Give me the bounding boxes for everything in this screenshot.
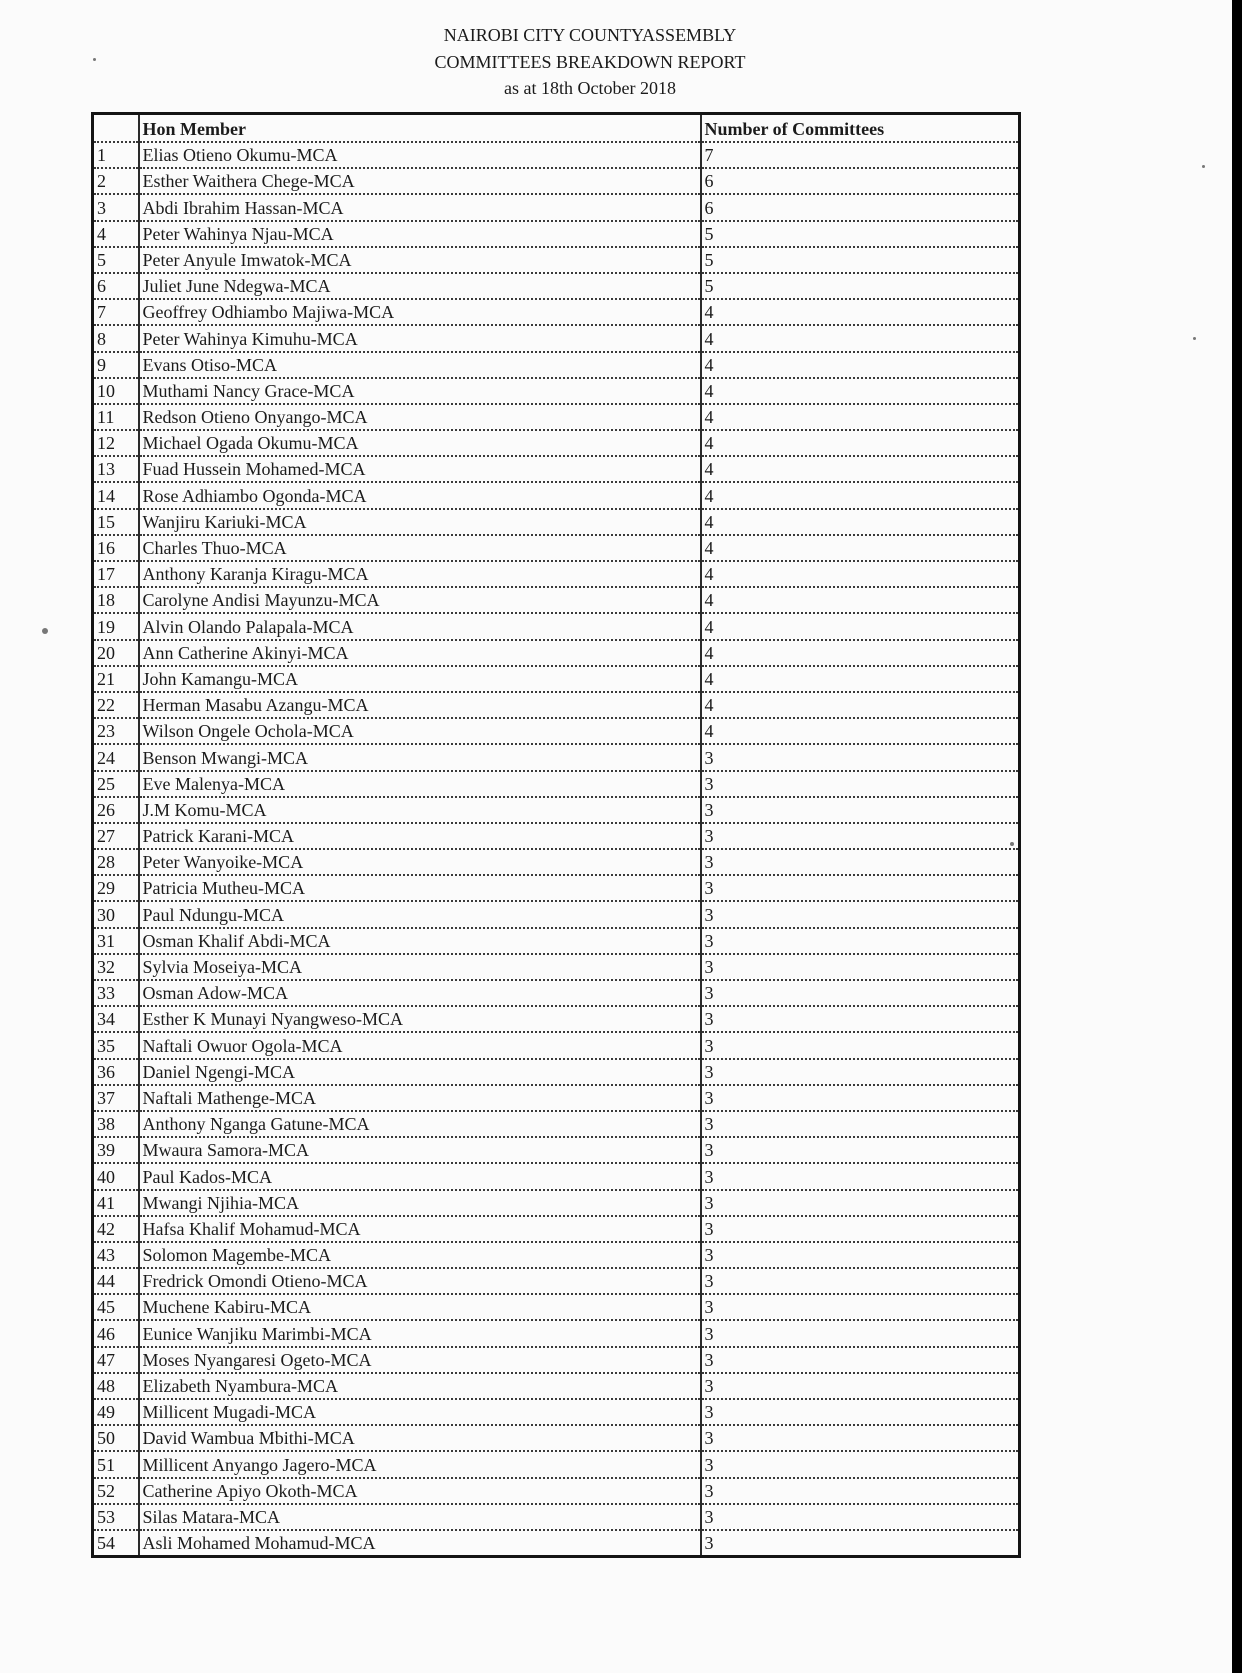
table-row bbox=[93, 875, 1020, 901]
committee-count: 4 bbox=[701, 718, 1020, 744]
row-number: 39 bbox=[93, 1137, 139, 1163]
row-number: 51 bbox=[93, 1451, 139, 1477]
committee-count: 3 bbox=[701, 1347, 1020, 1373]
row-number: 45 bbox=[93, 1294, 139, 1320]
row-number: 49 bbox=[93, 1399, 139, 1425]
member-name: Paul Ndungu-MCA bbox=[139, 901, 701, 927]
table-body bbox=[93, 142, 1020, 1557]
row-number: 26 bbox=[93, 797, 139, 823]
member-name: Naftali Owuor Ogola-MCA bbox=[139, 1032, 701, 1058]
assembly-title: NAIROBI CITY COUNTYASSEMBLY bbox=[443, 25, 737, 45]
table-row bbox=[93, 1320, 1020, 1346]
committee-count: 4 bbox=[701, 352, 1020, 378]
table-row bbox=[93, 509, 1020, 535]
committee-count: 4 bbox=[701, 325, 1020, 351]
committee-count: 3 bbox=[701, 954, 1020, 980]
committee-count: 3 bbox=[701, 928, 1020, 954]
member-name: Daniel Ngengi-MCA bbox=[139, 1059, 701, 1085]
member-name: Osman Khalif Abdi-MCA bbox=[139, 928, 701, 954]
committee-count: 4 bbox=[701, 587, 1020, 613]
member-name: Anthony Karanja Kiragu-MCA bbox=[139, 561, 701, 587]
row-number: 48 bbox=[93, 1373, 139, 1399]
member-name: Muchene Kabiru-MCA bbox=[139, 1294, 701, 1320]
committee-count: 4 bbox=[701, 640, 1020, 666]
row-number: 40 bbox=[93, 1163, 139, 1189]
table-row bbox=[93, 1190, 1020, 1216]
committee-count: 4 bbox=[701, 430, 1020, 456]
committee-count: 4 bbox=[701, 561, 1020, 587]
member-name: Michael Ogada Okumu-MCA bbox=[139, 430, 701, 456]
member-name: Silas Matara-MCA bbox=[139, 1504, 701, 1530]
committee-count: 3 bbox=[701, 771, 1020, 797]
table-row bbox=[93, 561, 1020, 587]
table-row bbox=[93, 1530, 1020, 1557]
table-row bbox=[93, 901, 1020, 927]
row-number: 37 bbox=[93, 1085, 139, 1111]
committee-count: 3 bbox=[701, 1032, 1020, 1058]
member-name: Elias Otieno Okumu-MCA bbox=[139, 142, 701, 168]
row-number: 50 bbox=[93, 1425, 139, 1451]
member-name: Mwangi Njihia-MCA bbox=[139, 1190, 701, 1216]
committee-count: 4 bbox=[701, 456, 1020, 482]
member-name: Peter Anyule Imwatok-MCA bbox=[139, 247, 701, 273]
committee-count: 3 bbox=[701, 1163, 1020, 1189]
row-number: 4 bbox=[93, 221, 139, 247]
table-row bbox=[93, 404, 1020, 430]
table-row bbox=[93, 744, 1020, 770]
table-row bbox=[93, 1294, 1020, 1320]
row-number: 9 bbox=[93, 352, 139, 378]
member-name: Esther K Munayi Nyangweso-MCA bbox=[139, 1006, 701, 1032]
member-name: Anthony Nganga Gatune-MCA bbox=[139, 1111, 701, 1137]
member-name: Millicent Mugadi-MCA bbox=[139, 1399, 701, 1425]
member-name: Sylvia Moseiya-MCA bbox=[139, 954, 701, 980]
table-row bbox=[93, 928, 1020, 954]
row-number: 38 bbox=[93, 1111, 139, 1137]
committee-count: 3 bbox=[701, 1399, 1020, 1425]
committee-count: 3 bbox=[701, 1451, 1020, 1477]
member-name: Alvin Olando Palapala-MCA bbox=[139, 613, 701, 639]
table-row bbox=[93, 613, 1020, 639]
row-number: 3 bbox=[93, 194, 139, 220]
table-row bbox=[93, 1478, 1020, 1504]
member-name: David Wambua Mbithi-MCA bbox=[139, 1425, 701, 1451]
committee-count: 3 bbox=[701, 1059, 1020, 1085]
row-number: 20 bbox=[93, 640, 139, 666]
committee-count: 3 bbox=[701, 1268, 1020, 1294]
row-number: 32 bbox=[93, 954, 139, 980]
table-row bbox=[93, 247, 1020, 273]
table-row bbox=[93, 980, 1020, 1006]
row-number: 28 bbox=[93, 849, 139, 875]
member-name: Patricia Mutheu-MCA bbox=[139, 875, 701, 901]
scan-speck bbox=[1202, 165, 1205, 168]
committee-count: 3 bbox=[701, 1373, 1020, 1399]
table-row bbox=[93, 1242, 1020, 1268]
table-row bbox=[93, 273, 1020, 299]
column-header-member: Hon Member bbox=[139, 114, 701, 143]
row-number: 8 bbox=[93, 325, 139, 351]
row-number: 14 bbox=[93, 482, 139, 508]
member-name: Fuad Hussein Mohamed-MCA bbox=[139, 456, 701, 482]
table-row bbox=[93, 142, 1020, 168]
committee-count: 3 bbox=[701, 1111, 1020, 1137]
row-number: 46 bbox=[93, 1320, 139, 1346]
report-title: COMMITTEES BREAKDOWN REPORT bbox=[434, 51, 746, 72]
row-number: 22 bbox=[93, 692, 139, 718]
table-row bbox=[93, 849, 1020, 875]
table-row bbox=[93, 1137, 1020, 1163]
table-row bbox=[93, 430, 1020, 456]
table-row bbox=[93, 168, 1020, 194]
row-number: 53 bbox=[93, 1504, 139, 1530]
table-row bbox=[93, 1006, 1020, 1032]
table-row bbox=[93, 1268, 1020, 1294]
committee-count: 4 bbox=[701, 613, 1020, 639]
table-row bbox=[93, 482, 1020, 508]
row-number: 34 bbox=[93, 1006, 139, 1032]
member-name: Patrick Karani-MCA bbox=[139, 823, 701, 849]
committee-count: 5 bbox=[701, 247, 1020, 273]
table-row bbox=[93, 692, 1020, 718]
table-row bbox=[93, 1504, 1020, 1530]
table-row bbox=[93, 1085, 1020, 1111]
committee-count: 3 bbox=[701, 823, 1020, 849]
committee-count: 4 bbox=[701, 482, 1020, 508]
member-name: Naftali Mathenge-MCA bbox=[139, 1085, 701, 1111]
table-row bbox=[93, 1451, 1020, 1477]
table-row bbox=[93, 1216, 1020, 1242]
committee-count: 6 bbox=[701, 168, 1020, 194]
row-number: 24 bbox=[93, 744, 139, 770]
member-name: Ann Catherine Akinyi-MCA bbox=[139, 640, 701, 666]
committee-count: 3 bbox=[701, 1320, 1020, 1346]
committee-count: 3 bbox=[701, 744, 1020, 770]
committee-count: 6 bbox=[701, 194, 1020, 220]
member-name: Wanjiru Kariuki-MCA bbox=[139, 509, 701, 535]
table-row bbox=[93, 535, 1020, 561]
row-number: 44 bbox=[93, 1268, 139, 1294]
member-name: Moses Nyangaresi Ogeto-MCA bbox=[139, 1347, 701, 1373]
table-row bbox=[93, 352, 1020, 378]
committee-count: 3 bbox=[701, 1425, 1020, 1451]
table-row bbox=[93, 718, 1020, 744]
table-row bbox=[93, 1399, 1020, 1425]
row-number: 11 bbox=[93, 404, 139, 430]
member-name: Elizabeth Nyambura-MCA bbox=[139, 1373, 701, 1399]
row-number: 16 bbox=[93, 535, 139, 561]
column-header-number bbox=[93, 114, 139, 143]
row-number: 31 bbox=[93, 928, 139, 954]
scan-speck bbox=[1010, 842, 1014, 846]
row-number: 33 bbox=[93, 980, 139, 1006]
report-date: as at 18th October 2018 bbox=[504, 78, 676, 98]
committees-table bbox=[91, 112, 1021, 1558]
row-number: 12 bbox=[93, 430, 139, 456]
member-name: Eunice Wanjiku Marimbi-MCA bbox=[139, 1320, 701, 1346]
table-row bbox=[93, 1373, 1020, 1399]
scan-speck bbox=[42, 628, 48, 634]
member-name: Wilson Ongele Ochola-MCA bbox=[139, 718, 701, 744]
row-number: 15 bbox=[93, 509, 139, 535]
committee-count: 4 bbox=[701, 509, 1020, 535]
committee-count: 4 bbox=[701, 299, 1020, 325]
row-number: 23 bbox=[93, 718, 139, 744]
committee-count: 3 bbox=[701, 1242, 1020, 1268]
member-name: Mwaura Samora-MCA bbox=[139, 1137, 701, 1163]
member-name: Paul Kados-MCA bbox=[139, 1163, 701, 1189]
table-row bbox=[93, 221, 1020, 247]
row-number: 6 bbox=[93, 273, 139, 299]
committee-count: 3 bbox=[701, 1085, 1020, 1111]
member-name: Carolyne Andisi Mayunzu-MCA bbox=[139, 587, 701, 613]
table-row bbox=[93, 456, 1020, 482]
member-name: Rose Adhiambo Ogonda-MCA bbox=[139, 482, 701, 508]
row-number: 27 bbox=[93, 823, 139, 849]
member-name: Peter Wahinya Kimuhu-MCA bbox=[139, 325, 701, 351]
committee-count: 3 bbox=[701, 1006, 1020, 1032]
member-name: Asli Mohamed Mohamud-MCA bbox=[139, 1530, 701, 1557]
table-row bbox=[93, 1163, 1020, 1189]
row-number: 19 bbox=[93, 613, 139, 639]
table-row bbox=[93, 194, 1020, 220]
member-name: Hafsa Khalif Mohamud-MCA bbox=[139, 1216, 701, 1242]
row-number: 10 bbox=[93, 378, 139, 404]
row-number: 7 bbox=[93, 299, 139, 325]
member-name: Redson Otieno Onyango-MCA bbox=[139, 404, 701, 430]
member-name: Herman Masabu Azangu-MCA bbox=[139, 692, 701, 718]
member-name: Muthami Nancy Grace-MCA bbox=[139, 378, 701, 404]
committee-count: 3 bbox=[701, 901, 1020, 927]
committee-count: 3 bbox=[701, 1216, 1020, 1242]
member-name: Geoffrey Odhiambo Majiwa-MCA bbox=[139, 299, 701, 325]
row-number: 17 bbox=[93, 561, 139, 587]
scan-speck bbox=[93, 58, 96, 61]
row-number: 13 bbox=[93, 456, 139, 482]
table-row bbox=[93, 1032, 1020, 1058]
row-number: 41 bbox=[93, 1190, 139, 1216]
row-number: 5 bbox=[93, 247, 139, 273]
row-number: 29 bbox=[93, 875, 139, 901]
row-number: 1 bbox=[93, 142, 139, 168]
column-header-committees: Number of Committees bbox=[701, 114, 1020, 143]
member-name: Peter Wahinya Njau-MCA bbox=[139, 221, 701, 247]
row-number: 36 bbox=[93, 1059, 139, 1085]
row-number: 54 bbox=[93, 1530, 139, 1557]
table-row bbox=[93, 640, 1020, 666]
table-row bbox=[93, 823, 1020, 849]
committee-count: 3 bbox=[701, 797, 1020, 823]
report-header bbox=[0, 22, 1180, 102]
row-number: 43 bbox=[93, 1242, 139, 1268]
committee-count: 3 bbox=[701, 1294, 1020, 1320]
table-row bbox=[93, 771, 1020, 797]
table-row bbox=[93, 325, 1020, 351]
committee-count: 3 bbox=[701, 1190, 1020, 1216]
committee-count: 4 bbox=[701, 535, 1020, 561]
table-row bbox=[93, 1425, 1020, 1451]
committee-count: 3 bbox=[701, 1478, 1020, 1504]
committee-count: 5 bbox=[701, 221, 1020, 247]
member-name: Charles Thuo-MCA bbox=[139, 535, 701, 561]
table-row bbox=[93, 797, 1020, 823]
committee-count: 5 bbox=[701, 273, 1020, 299]
member-name: Eve Malenya-MCA bbox=[139, 771, 701, 797]
member-name: Osman Adow-MCA bbox=[139, 980, 701, 1006]
member-name: Evans Otiso-MCA bbox=[139, 352, 701, 378]
committee-count: 7 bbox=[701, 142, 1020, 168]
committee-count: 4 bbox=[701, 378, 1020, 404]
committee-count: 3 bbox=[701, 1137, 1020, 1163]
committee-count: 3 bbox=[701, 849, 1020, 875]
committee-count: 4 bbox=[701, 666, 1020, 692]
row-number: 42 bbox=[93, 1216, 139, 1242]
table-row bbox=[93, 954, 1020, 980]
committee-count: 3 bbox=[701, 875, 1020, 901]
committee-count: 3 bbox=[701, 980, 1020, 1006]
member-name: Esther Waithera Chege-MCA bbox=[139, 168, 701, 194]
table-row bbox=[93, 299, 1020, 325]
member-name: Benson Mwangi-MCA bbox=[139, 744, 701, 770]
member-name: John Kamangu-MCA bbox=[139, 666, 701, 692]
member-name: Fredrick Omondi Otieno-MCA bbox=[139, 1268, 701, 1294]
table-row bbox=[93, 587, 1020, 613]
table-row bbox=[93, 378, 1020, 404]
row-number: 18 bbox=[93, 587, 139, 613]
member-name: Juliet June Ndegwa-MCA bbox=[139, 273, 701, 299]
committee-count: 3 bbox=[701, 1504, 1020, 1530]
table-row bbox=[93, 1347, 1020, 1373]
member-name: Solomon Magembe-MCA bbox=[139, 1242, 701, 1268]
row-number: 52 bbox=[93, 1478, 139, 1504]
committee-count: 4 bbox=[701, 692, 1020, 718]
row-number: 25 bbox=[93, 771, 139, 797]
row-number: 35 bbox=[93, 1032, 139, 1058]
table-row bbox=[93, 666, 1020, 692]
member-name: J.M Komu-MCA bbox=[139, 797, 701, 823]
row-number: 30 bbox=[93, 901, 139, 927]
row-number: 47 bbox=[93, 1347, 139, 1373]
table-row bbox=[93, 1111, 1020, 1137]
committee-count: 4 bbox=[701, 404, 1020, 430]
table-row bbox=[93, 1059, 1020, 1085]
member-name: Millicent Anyango Jagero-MCA bbox=[139, 1451, 701, 1477]
member-name: Peter Wanyoike-MCA bbox=[139, 849, 701, 875]
row-number: 2 bbox=[93, 168, 139, 194]
table-header-row bbox=[93, 114, 1020, 143]
scan-speck bbox=[1193, 337, 1196, 340]
committee-count: 3 bbox=[701, 1530, 1020, 1557]
member-name: Abdi Ibrahim Hassan-MCA bbox=[139, 194, 701, 220]
row-number: 21 bbox=[93, 666, 139, 692]
member-name: Catherine Apiyo Okoth-MCA bbox=[139, 1478, 701, 1504]
